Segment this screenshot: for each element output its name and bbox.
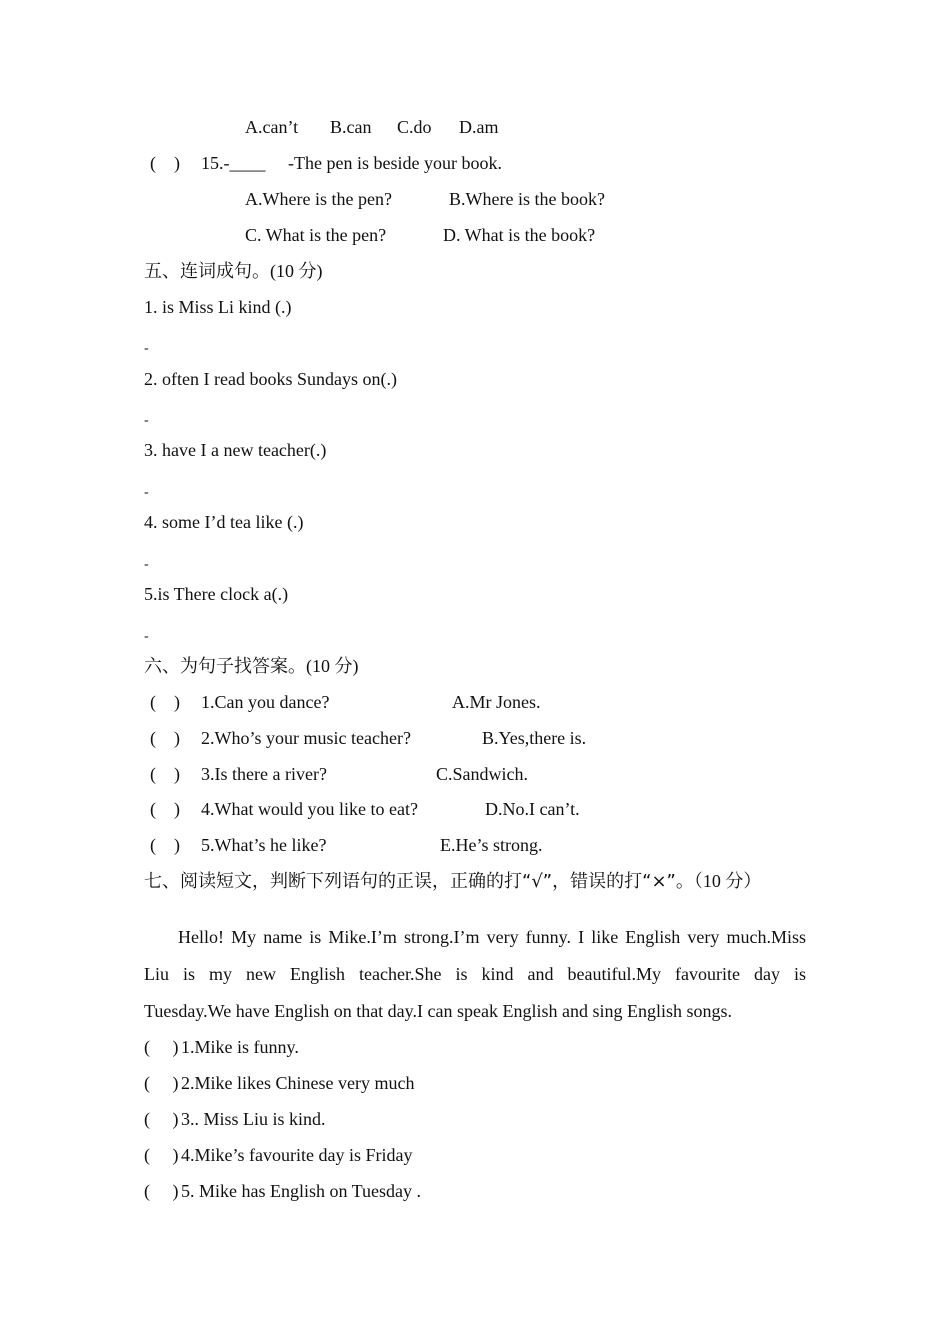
section5-heading: [144, 259, 323, 284]
section5-item-3: 3. have I a new teacher(.): [144, 440, 327, 460]
section6-question-5: 5.What’s he like?: [201, 835, 327, 855]
section5-item-4: 4. some I’d tea like (.): [144, 512, 304, 532]
section7-answer-paren: ( ): [144, 1145, 179, 1165]
section5-points: (10 分): [270, 261, 323, 281]
q15-option-a: A.Where is the pen?: [245, 189, 392, 209]
section6-answer-paren: ( ): [150, 799, 180, 819]
section7-answer-paren: ( ): [144, 1109, 179, 1129]
section6-question-4: 4.What would you like to eat?: [201, 799, 418, 819]
section5-item-2: 2. often I read books Sundays on(.): [144, 369, 397, 389]
q15-stem: 15.-____ -The pen is beside your book.: [201, 153, 502, 173]
q15-answer-paren: ( ): [150, 153, 180, 173]
q14-option-a: A.can’t: [245, 117, 299, 137]
section5-item-1: 1. is Miss Li kind (.): [144, 297, 292, 317]
section7-title: 七、阅读短文，判断下列语句的正误，正确的打“√”，错误的打“×”。: [144, 871, 694, 892]
section7-statement-2: 2.Mike likes Chinese very much: [181, 1073, 415, 1093]
section6-points: (10 分): [306, 656, 359, 676]
section7-heading: [144, 869, 761, 894]
section6-answer-e: E.He’s strong.: [440, 835, 543, 855]
answer-mark: -: [144, 485, 149, 500]
section6-answer-b: B.Yes,there is.: [482, 728, 587, 748]
section5-item-5: 5.is There clock a(.): [144, 584, 289, 604]
section5-title: 五、连词成句。: [144, 261, 270, 282]
section6-title: 六、为句子找答案。: [144, 656, 306, 677]
passage-line-3: Tuesday.We have English on that day.I can speak English and sing English songs.: [144, 1001, 732, 1021]
q14-option-c: C.do: [397, 117, 432, 137]
answer-mark: -: [144, 557, 149, 572]
q15-option-c: C. What is the pen?: [245, 225, 387, 245]
section6-question-1: 1.Can you dance?: [201, 692, 330, 712]
section6-question-3: 3.Is there a river?: [201, 764, 327, 784]
section6-answer-paren: ( ): [150, 764, 180, 784]
passage-line-1: Hello! My name is Mike.I’m strong.I’m very funny. I like English very much.Miss: [178, 927, 806, 947]
section6-question-2: 2.Who’s your music teacher?: [201, 728, 411, 748]
section7-points: （10 分）: [693, 871, 762, 891]
passage-line-2: Liu is my new English teacher.She is kind and beautiful.My favourite day is: [144, 964, 806, 984]
answer-mark: -: [144, 629, 149, 644]
section6-answer-d: D.No.I can’t.: [485, 799, 580, 819]
section7-statement-4: 4.Mike’s favourite day is Friday: [181, 1145, 413, 1165]
answer-mark: -: [144, 341, 149, 356]
section6-answer-paren: ( ): [150, 835, 180, 855]
section7-answer-paren: ( ): [144, 1073, 179, 1093]
q15-option-b: B.Where is the book?: [449, 189, 605, 209]
section7-statement-1: 1.Mike is funny.: [181, 1037, 299, 1057]
section6-answer-a: A.Mr Jones.: [452, 692, 541, 712]
answer-mark: -: [144, 413, 149, 428]
section7-answer-paren: ( ): [144, 1037, 179, 1057]
section6-answer-c: C.Sandwich.: [436, 764, 528, 784]
section7-statement-3: 3.. Miss Liu is kind.: [181, 1109, 326, 1129]
q14-option-b: B.can: [330, 117, 372, 137]
q14-option-d: D.am: [459, 117, 499, 137]
section6-heading: [144, 654, 359, 679]
section7-answer-paren: ( ): [144, 1181, 179, 1201]
section6-answer-paren: ( ): [150, 728, 180, 748]
q15-option-d: D. What is the book?: [443, 225, 596, 245]
section7-statement-5: 5. Mike has English on Tuesday .: [181, 1181, 422, 1201]
section6-answer-paren: ( ): [150, 692, 180, 712]
